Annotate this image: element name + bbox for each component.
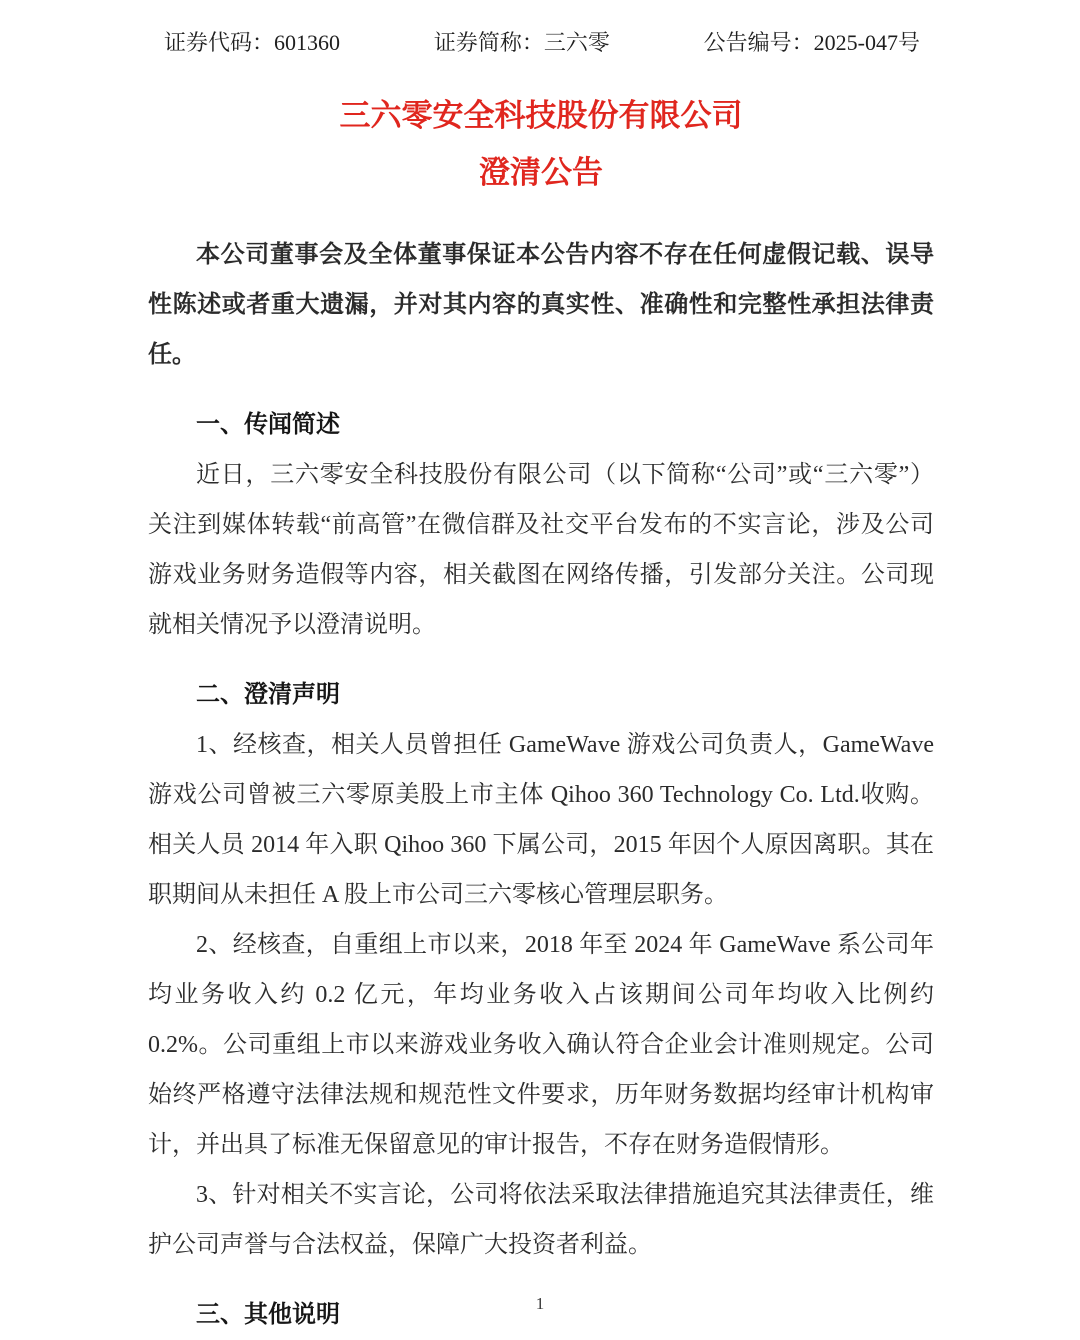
- section-2-paragraph-1: 1、经核查，相关人员曾担任 GameWave 游戏公司负责人，GameWave 游戏公司曾被三六零原美股上市主体 Qihoo 360 Technology Co. Ltd.收购。相关人员 2014 年入职 Qihoo 360 下属公司，2015 年因个人原因离职。其在职期间从未担任 A 股上市公司三六零核心管理层职务。: [148, 732, 934, 908]
- stock-code-value: 601360: [274, 30, 341, 55]
- announcement-number-value: 2025-047号: [813, 30, 920, 55]
- stock-code-label: 证券代码：: [164, 30, 275, 55]
- section-2-heading: 二、澄清声明: [196, 681, 340, 708]
- stock-name-value: 三六零: [543, 30, 610, 55]
- document-header: [148, 26, 934, 57]
- section-2-paragraph-2: 2、经核查，自重组上市以来，2018 年至 2024 年 GameWave 系公司年均业务收入约 0.2 亿元，年均业务收入占该期间公司年均收入比例约 0.2%。公司重组上市以来游戏业务收入确认符合企业会计准则规定。公司始终严格遵守法律法规和规范性文件要求，历年财务数据均经审计机构审计，并出具了标准无保留意见的审计报告，不存在财务造假情形。: [148, 932, 934, 1158]
- section-1-paragraph-1: 近日，三六零安全科技股份有限公司（以下简称“公司”或“三六零”）关注到媒体转载“前高管”在微信群及社交平台发布的不实言论，涉及公司游戏业务财务造假等内容，相关截图在网络传播，引发部分关注。公司现就相关情况予以澄清说明。: [148, 462, 934, 638]
- company-title: 三六零安全科技股份有限公司: [339, 98, 743, 133]
- section-2-paragraph-3: 3、针对相关不实言论，公司将依法采取法律措施追究其法律责任，维护公司声誉与合法权益，保障广大投资者利益。: [148, 1182, 934, 1258]
- board-declaration: 本公司董事会及全体董事保证本公告内容不存在任何虚假记载、误导性陈述或者重大遗漏，并对其内容的真实性、准确性和完整性承担法律责任。: [148, 242, 934, 368]
- announcement-number-label: 公告编号：: [703, 30, 814, 55]
- stock-code: [164, 26, 340, 57]
- doc-type-title: 澄清公告: [479, 154, 603, 190]
- section-3-heading: 三、其他说明: [196, 1301, 340, 1328]
- section-1-heading: 一、传闻简述: [196, 411, 340, 438]
- page-number: 1: [535, 1294, 545, 1313]
- stock-name: [434, 26, 610, 57]
- document-body: [148, 230, 934, 1340]
- announcement-number: [704, 26, 920, 57]
- stock-name-label: 证券简称：: [433, 30, 544, 55]
